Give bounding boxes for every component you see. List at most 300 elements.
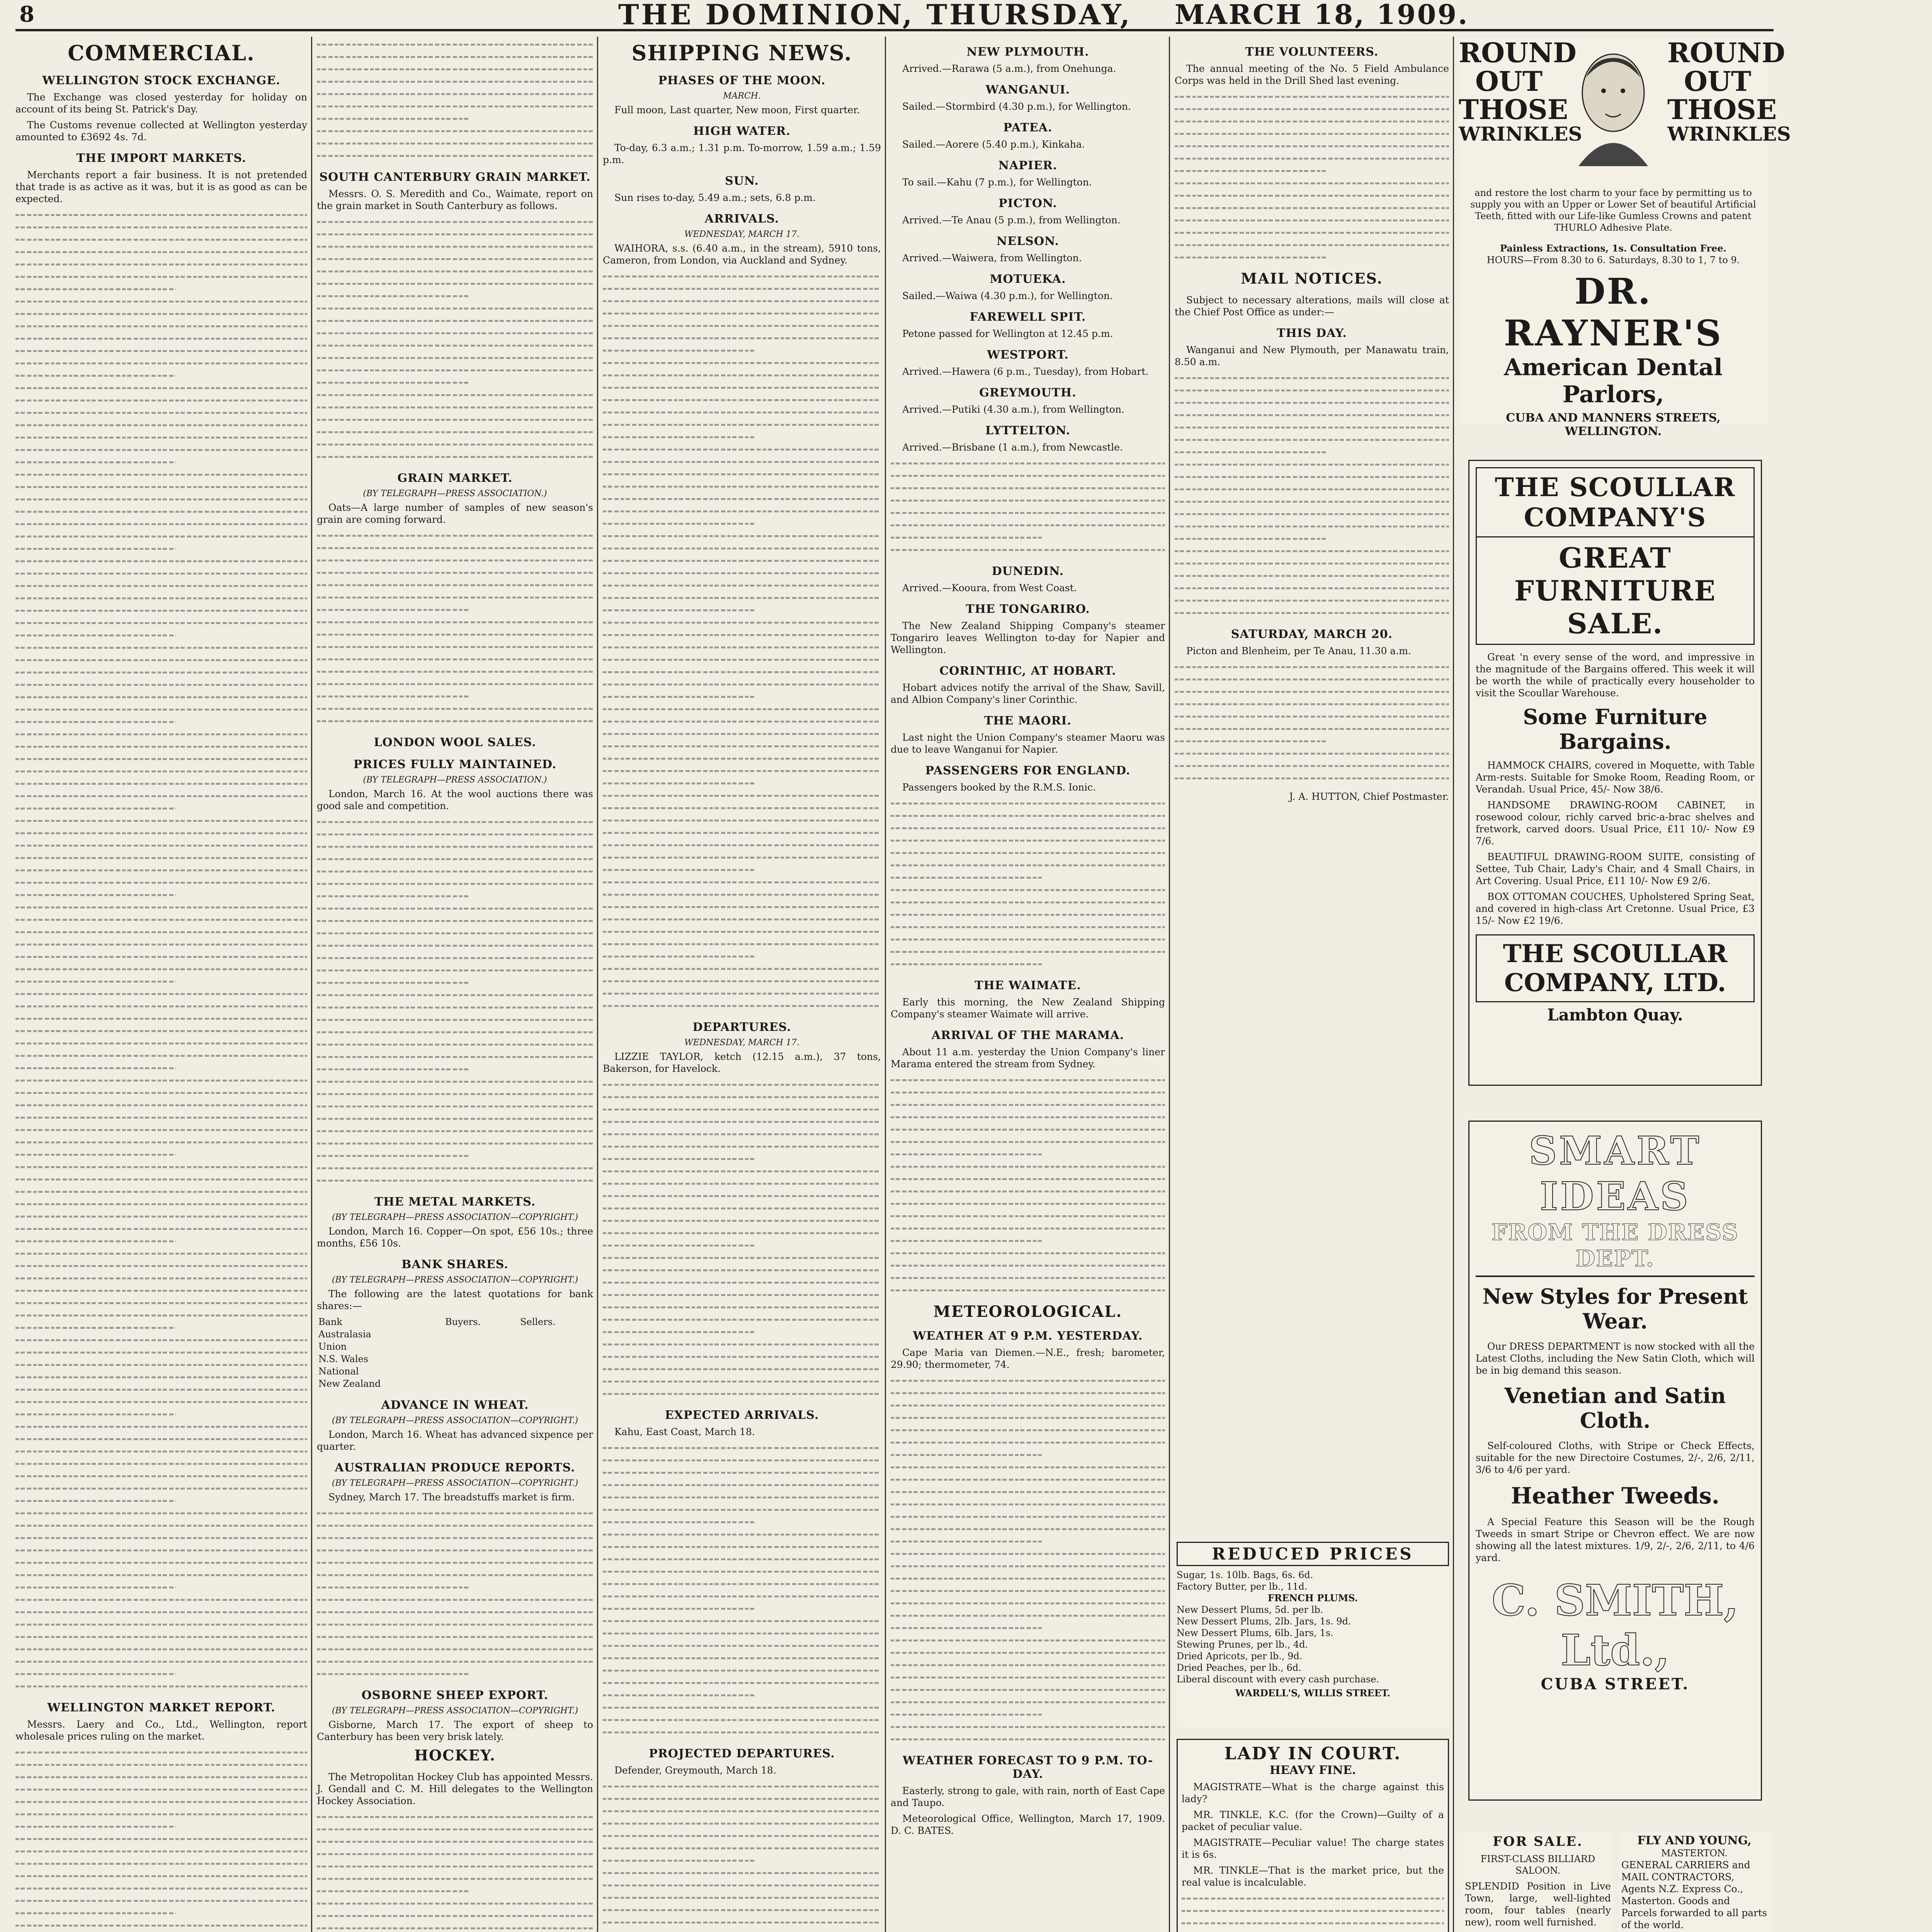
text-line xyxy=(15,1759,307,1771)
text-line xyxy=(15,394,307,406)
text-line xyxy=(603,282,881,295)
table-header-row xyxy=(317,1316,593,1328)
text-line xyxy=(15,283,176,295)
section-title: WELLINGTON STOCK EXCHANGE. xyxy=(42,74,281,87)
text-line xyxy=(603,913,881,925)
text-line xyxy=(603,1891,881,1904)
text-line xyxy=(891,494,1165,507)
text-line xyxy=(317,1014,593,1026)
text-line xyxy=(15,815,307,827)
ad-subheading: FIRST-CLASS BILLIARD SALOON. xyxy=(1480,1854,1595,1876)
text-line xyxy=(317,100,593,112)
section-text: Arrived.—Waiwera, from Wellington. xyxy=(902,252,1082,264)
text-line xyxy=(891,457,1165,469)
text-line xyxy=(15,332,307,345)
body-text-block xyxy=(603,1780,881,1932)
reduced-prices-ad xyxy=(1177,1542,1449,1727)
text-line xyxy=(317,352,593,364)
text-line xyxy=(317,1606,593,1618)
text-line xyxy=(15,530,307,543)
text-line xyxy=(603,1326,756,1338)
text-line xyxy=(317,112,469,125)
ad-line: FRENCH PLUMS. xyxy=(1267,1592,1358,1604)
text-line xyxy=(15,1260,307,1272)
ad-line: New Dessert Plums, 6lb. Jars, 1s. xyxy=(1177,1628,1333,1638)
ad-heading: SMART IDEAS xyxy=(1529,1128,1702,1219)
text-line xyxy=(15,1458,307,1470)
text-line xyxy=(891,1535,1042,1548)
text-line xyxy=(603,1479,881,1491)
text-line xyxy=(1175,483,1449,495)
section-title: NAPIER. xyxy=(998,159,1058,172)
text-line xyxy=(891,1284,1165,1296)
text-line xyxy=(317,438,593,451)
text-line xyxy=(1182,1917,1444,1929)
text-line xyxy=(317,1075,593,1088)
text-line xyxy=(1175,607,1449,619)
column-rule xyxy=(1169,37,1170,1932)
table-header: Bank xyxy=(318,1316,342,1327)
text-line xyxy=(15,493,307,505)
text-line xyxy=(15,963,307,975)
text-line xyxy=(1175,594,1449,607)
text-line xyxy=(603,357,881,369)
ad-line: HAMMOCK CHAIRS, covered in Moquette, with Table Arm-rests. Suitable for Smoke Room, Reading Room, or Verandah. Usual Price, 45/- Now 38/6. xyxy=(1476,760,1755,795)
text-line xyxy=(603,864,756,876)
text-line xyxy=(317,125,593,137)
text-line xyxy=(317,426,593,438)
text-line xyxy=(603,1565,881,1578)
ad-footer: WARDELL'S, WILLIS STREET. xyxy=(1235,1687,1391,1699)
text-line xyxy=(1175,458,1449,471)
text-line xyxy=(603,678,881,690)
text-line xyxy=(15,951,307,963)
text-line xyxy=(317,641,593,653)
ad-line: CUBA STREET. xyxy=(1541,1675,1690,1693)
body-text-block xyxy=(317,529,593,727)
text-line xyxy=(603,802,881,814)
text-line xyxy=(891,1387,1165,1399)
c-smith-dress-ad xyxy=(1468,1121,1762,1801)
text-line xyxy=(15,666,307,679)
text-line xyxy=(603,1541,881,1553)
ad-subheading: Heather Tweeds. xyxy=(1511,1483,1719,1509)
text-line xyxy=(603,1239,756,1252)
text-line xyxy=(15,1000,307,1012)
text-line xyxy=(603,901,881,913)
text-line xyxy=(317,1811,593,1823)
text-line xyxy=(15,1618,307,1631)
text-line xyxy=(891,519,1165,531)
text-line xyxy=(891,1609,1165,1622)
text-line xyxy=(317,1137,593,1150)
section-text: The Exchange was closed yesterday for holiday on account of its being St. Patrick's Day. xyxy=(15,92,307,115)
text-line xyxy=(891,1210,1165,1222)
text-line xyxy=(603,1128,881,1140)
volunteers-column xyxy=(1175,37,1449,1532)
text-line xyxy=(1175,177,1449,189)
section-text: Arrived.—Hawera (6 p.m., Tuesday), from Hobart. xyxy=(902,366,1149,377)
text-line xyxy=(603,1264,881,1276)
text-line xyxy=(317,389,593,401)
text-line xyxy=(15,1185,307,1198)
dr-rayner-dental-ad xyxy=(1459,37,1791,438)
text-line xyxy=(891,958,1042,970)
text-line xyxy=(15,1519,307,1532)
text-line xyxy=(317,1885,469,1897)
text-line xyxy=(603,542,881,554)
text-line xyxy=(891,1634,1165,1646)
text-line xyxy=(603,1879,881,1891)
ad-line: GENERAL CARRIERS and MAIL CONTRACTORS, Agents N.Z. Express Co., Masterton. Goods and Parcels forwarded to all parts of the world. xyxy=(1621,1859,1767,1930)
section-text: Arrived.—Kooura, from West Coast. xyxy=(902,582,1077,594)
section-title: THE TONGARIRO. xyxy=(966,602,1090,616)
text-line xyxy=(15,1272,307,1284)
text-line xyxy=(15,382,307,394)
table-header: Buyers. xyxy=(445,1316,481,1327)
text-line xyxy=(15,1746,307,1759)
text-line xyxy=(317,401,593,413)
text-line xyxy=(891,1272,1165,1284)
text-line xyxy=(603,1528,881,1541)
text-line xyxy=(1175,520,1449,532)
text-line xyxy=(15,1680,307,1692)
text-line xyxy=(15,345,307,357)
text-line xyxy=(603,1916,881,1929)
text-line xyxy=(317,554,593,566)
ad-line: Sugar, 1s. 10lb. Bags, 6s. 6d. xyxy=(1177,1570,1313,1580)
text-line xyxy=(317,137,593,150)
body-text-block xyxy=(603,1442,881,1738)
section-text: Subject to necessary alterations, mails will close at the Chief Post Office as under:— xyxy=(1175,294,1449,318)
ad-line: New Dessert Plums, 5d. per lb. xyxy=(1177,1604,1323,1615)
text-line xyxy=(603,1466,881,1479)
section-tag: MARCH. xyxy=(723,91,761,101)
text-line xyxy=(317,1112,593,1125)
text-line xyxy=(15,679,307,691)
text-line xyxy=(317,253,593,265)
text-line xyxy=(891,1436,1165,1449)
text-line xyxy=(317,1174,593,1187)
text-line xyxy=(15,295,307,308)
text-line xyxy=(15,1346,307,1359)
section-text: Sydney, March 17. The breadstuffs market is firm. xyxy=(328,1492,575,1503)
text-line xyxy=(1175,214,1449,226)
text-line xyxy=(891,1074,1165,1086)
text-line xyxy=(603,1780,881,1793)
section-title: THE WAIMATE. xyxy=(975,979,1081,992)
text-line xyxy=(1175,673,1449,685)
text-line xyxy=(15,456,176,468)
section-tag: WEDNESDAY, MARCH 17. xyxy=(684,1038,799,1048)
ad-heading: FROM THE DRESS DEPT. xyxy=(1492,1219,1739,1272)
text-line xyxy=(317,591,593,604)
column-rule xyxy=(1453,37,1454,1932)
text-line xyxy=(1175,747,1449,760)
text-line xyxy=(317,566,593,579)
text-line xyxy=(15,654,307,666)
body-text-block xyxy=(1182,1892,1444,1932)
text-line xyxy=(317,240,593,253)
text-line xyxy=(15,1655,307,1668)
text-line xyxy=(317,277,593,290)
section-title: OSBORNE SHEEP EXPORT. xyxy=(361,1689,549,1702)
text-line xyxy=(317,1922,593,1932)
body-text-block xyxy=(15,209,307,1692)
text-line xyxy=(603,1103,881,1116)
lady-in-court-ad xyxy=(1177,1739,1449,1932)
body-text-block xyxy=(891,457,1165,556)
text-line xyxy=(15,1833,307,1845)
text-line xyxy=(1175,698,1449,710)
text-line xyxy=(603,1615,881,1627)
text-line xyxy=(1175,508,1449,520)
text-line xyxy=(603,604,756,616)
section-text: About 11 a.m. yesterday the Union Company's liner Marama entered the stream from Sydney. xyxy=(891,1046,1165,1070)
text-line xyxy=(317,315,593,327)
text-line xyxy=(1175,103,1449,115)
section-text: Passengers booked by the R.M.S. Ionic. xyxy=(902,782,1096,793)
text-line xyxy=(1175,396,1449,409)
text-line xyxy=(603,789,881,802)
text-line xyxy=(15,567,307,580)
section-title: ADVANCE IN WHEAT. xyxy=(381,1398,529,1412)
ad-heading: THOSE xyxy=(1667,94,1777,126)
text-line xyxy=(1175,760,1449,772)
text-line xyxy=(603,938,881,950)
section-tag: (BY TELEGRAPH—PRESS ASSOCIATION.) xyxy=(363,775,547,785)
ad-heading: WRINKLES xyxy=(1459,122,1582,145)
text-line xyxy=(15,1482,307,1495)
text-line xyxy=(15,852,307,864)
text-line xyxy=(891,884,1165,896)
table-cell: Australasia xyxy=(318,1329,371,1340)
section-tag: (BY TELEGRAPH—PRESS ASSOCIATION—COPYRIGHT.) xyxy=(332,1275,578,1285)
body-text-block xyxy=(1175,372,1449,619)
text-line xyxy=(1175,570,1449,582)
section-title: PHASES OF THE MOON. xyxy=(658,74,826,87)
text-line xyxy=(15,740,307,753)
section-text: Messrs. Laery and Co., Ltd., Wellington, report wholesale prices ruling on the market. xyxy=(15,1719,307,1742)
text-line xyxy=(891,1696,1165,1708)
text-line xyxy=(15,728,307,740)
text-line xyxy=(891,482,1165,494)
text-line xyxy=(603,418,881,431)
text-line xyxy=(603,1842,881,1854)
text-line xyxy=(317,1125,593,1137)
text-line xyxy=(603,1503,881,1516)
text-line xyxy=(15,1495,176,1507)
section-text: WAIHORA, s.s. (6.40 a.m., in the stream), 5910 tons, Cameron, from London, via Auckland and Sydney. xyxy=(603,243,881,266)
text-line xyxy=(317,63,593,75)
ad-subheading: Venetian and Satin Cloth. xyxy=(1504,1383,1726,1433)
text-line xyxy=(15,839,307,852)
text-line xyxy=(15,864,307,876)
text-line xyxy=(317,816,593,828)
text-line xyxy=(603,1578,881,1590)
wrinkles-right xyxy=(1667,37,1791,145)
text-line xyxy=(15,320,307,332)
text-line xyxy=(603,1165,881,1177)
text-line xyxy=(15,802,176,815)
text-line xyxy=(603,1091,881,1103)
text-line xyxy=(15,1919,307,1932)
text-line xyxy=(15,1284,307,1297)
text-line xyxy=(15,1907,176,1919)
text-line xyxy=(317,865,593,878)
text-line xyxy=(317,542,593,554)
section-text: Last night the Union Company's steamer Maoru was due to leave Wanganui for Napier. xyxy=(891,732,1165,755)
text-line xyxy=(15,716,176,728)
text-line xyxy=(891,1185,1165,1197)
text-line xyxy=(15,790,307,802)
ad-heading: FOR SALE. xyxy=(1493,1834,1583,1849)
ad-line: BOX OTTOMAN COUCHES, Upholstered Spring Seat, and covered in high-class Art Cretonne. Usual Price, £3 15/- Now £2 19/6. xyxy=(1476,891,1755,926)
table-cell: National xyxy=(318,1366,359,1377)
body-text-block xyxy=(317,1811,593,1932)
text-line xyxy=(15,258,307,270)
body-text-block xyxy=(15,1746,307,1932)
section-tag: (BY TELEGRAPH—PRESS ASSOCIATION—COPYRIGHT.) xyxy=(332,1478,578,1488)
text-line xyxy=(15,765,307,777)
text-line xyxy=(1175,239,1449,251)
text-line xyxy=(603,653,881,666)
section-text: Sailed.—Aorere (5.40 p.m.), Kinkaha. xyxy=(902,139,1085,150)
text-line xyxy=(15,1870,307,1882)
text-line xyxy=(1175,384,1449,396)
text-line xyxy=(891,834,1165,847)
text-line xyxy=(15,1569,307,1581)
ad-line: Factory Butter, per lb., 11d. xyxy=(1177,1581,1308,1592)
text-line xyxy=(603,1867,881,1879)
body-text-block xyxy=(317,816,593,1187)
text-line xyxy=(603,1140,881,1153)
text-line xyxy=(317,840,593,853)
text-line xyxy=(15,1668,176,1680)
section-title: MAIL NOTICES. xyxy=(1241,270,1383,287)
ad-line: Dried Peaches, per lb., 6d. xyxy=(1177,1662,1301,1673)
shipping-column xyxy=(603,37,881,1932)
ad-subheading: American Dental Parlors, xyxy=(1504,354,1723,408)
text-line xyxy=(317,1556,593,1569)
section-title: WELLINGTON MARKET REPORT. xyxy=(47,1701,276,1714)
table-row xyxy=(317,1365,593,1378)
text-line xyxy=(891,1197,1165,1210)
text-line xyxy=(603,1338,881,1350)
text-line xyxy=(603,703,881,715)
text-line xyxy=(603,567,881,579)
text-line xyxy=(317,690,469,702)
text-line xyxy=(317,1631,593,1643)
ad-line: MASTERTON. xyxy=(1661,1848,1728,1859)
text-line xyxy=(1175,165,1326,177)
text-line xyxy=(15,233,307,246)
text-line xyxy=(1175,710,1449,723)
text-line xyxy=(15,1148,176,1161)
text-line xyxy=(15,1297,307,1309)
text-line xyxy=(603,1602,756,1615)
text-line xyxy=(15,1173,307,1185)
section-title: THE IMPORT MARKETS. xyxy=(76,151,247,165)
text-line xyxy=(603,1689,756,1701)
text-line xyxy=(15,691,307,703)
text-line xyxy=(1175,532,1326,545)
text-line xyxy=(891,1099,1165,1111)
text-line xyxy=(15,777,307,790)
text-line xyxy=(891,1733,1165,1745)
text-line xyxy=(603,1793,881,1805)
text-line xyxy=(891,1173,1165,1185)
table-cell: Union xyxy=(318,1341,347,1352)
section-title: HIGH WATER. xyxy=(693,124,791,138)
ad-heading: THE SCOULLAR COMPANY'S xyxy=(1476,467,1755,537)
text-line xyxy=(603,1714,881,1726)
text-line xyxy=(603,1854,756,1867)
text-line xyxy=(891,1721,1165,1733)
text-line xyxy=(891,1235,1042,1247)
text-line xyxy=(317,1519,593,1532)
text-line xyxy=(15,1161,307,1173)
text-line xyxy=(1175,372,1449,384)
text-line xyxy=(1175,189,1449,202)
section-title: WESTPORT. xyxy=(987,348,1069,362)
text-line xyxy=(603,690,756,703)
text-line xyxy=(317,327,593,339)
text-line xyxy=(317,88,593,100)
text-line xyxy=(317,1532,593,1544)
section-title: SATURDAY, MARCH 20. xyxy=(1231,628,1393,641)
table-row xyxy=(317,1340,593,1353)
text-line xyxy=(1182,1892,1444,1905)
section-text: London, March 16. Copper—On spot, £56 10s.; three months, £56 10s. xyxy=(317,1226,593,1249)
text-line xyxy=(603,1289,881,1301)
text-line xyxy=(317,702,593,715)
text-line xyxy=(603,554,881,567)
ad-line: SPLENDID Position in Live Town, large, well-lighted room, four tables (nearly new), room well furnished. xyxy=(1465,1881,1611,1928)
text-line xyxy=(891,507,1165,519)
text-line xyxy=(317,853,593,865)
section-title: FAREWELL SPIT. xyxy=(969,310,1086,324)
text-line xyxy=(891,1399,1165,1412)
text-line xyxy=(603,1363,881,1375)
ad-subheading: Some Furniture Bargains. xyxy=(1523,704,1708,754)
commercial-heading: COMMERCIAL. xyxy=(68,41,255,65)
text-line xyxy=(603,876,881,888)
text-line xyxy=(891,921,1165,933)
text-line xyxy=(15,617,307,629)
text-line xyxy=(15,444,307,456)
text-line xyxy=(891,797,1165,810)
body-text-block xyxy=(891,797,1165,970)
text-line xyxy=(891,1548,1165,1560)
section-text: Messrs. O. S. Meredith and Co., Waimate, report on the grain market in South Canterbury as follows. xyxy=(317,188,593,211)
table-row xyxy=(317,1353,593,1365)
text-line xyxy=(15,1396,307,1408)
text-line xyxy=(603,517,756,530)
text-line xyxy=(891,1708,1042,1721)
text-line xyxy=(891,1086,1165,1099)
section-tag: (BY TELEGRAPH—PRESS ASSOCIATION—COPYRIGHT.) xyxy=(332,1213,578,1222)
text-line xyxy=(15,1606,307,1618)
section-title: METEOROLOGICAL. xyxy=(933,1303,1122,1321)
text-line xyxy=(15,1796,307,1808)
section-tag: (BY TELEGRAPH—PRESS ASSOCIATION.) xyxy=(363,489,547,498)
text-line xyxy=(891,1671,1165,1684)
text-line xyxy=(891,1659,1165,1671)
ad-heading: THOSE xyxy=(1459,94,1568,126)
text-line xyxy=(1175,115,1449,128)
text-line xyxy=(15,1074,307,1087)
